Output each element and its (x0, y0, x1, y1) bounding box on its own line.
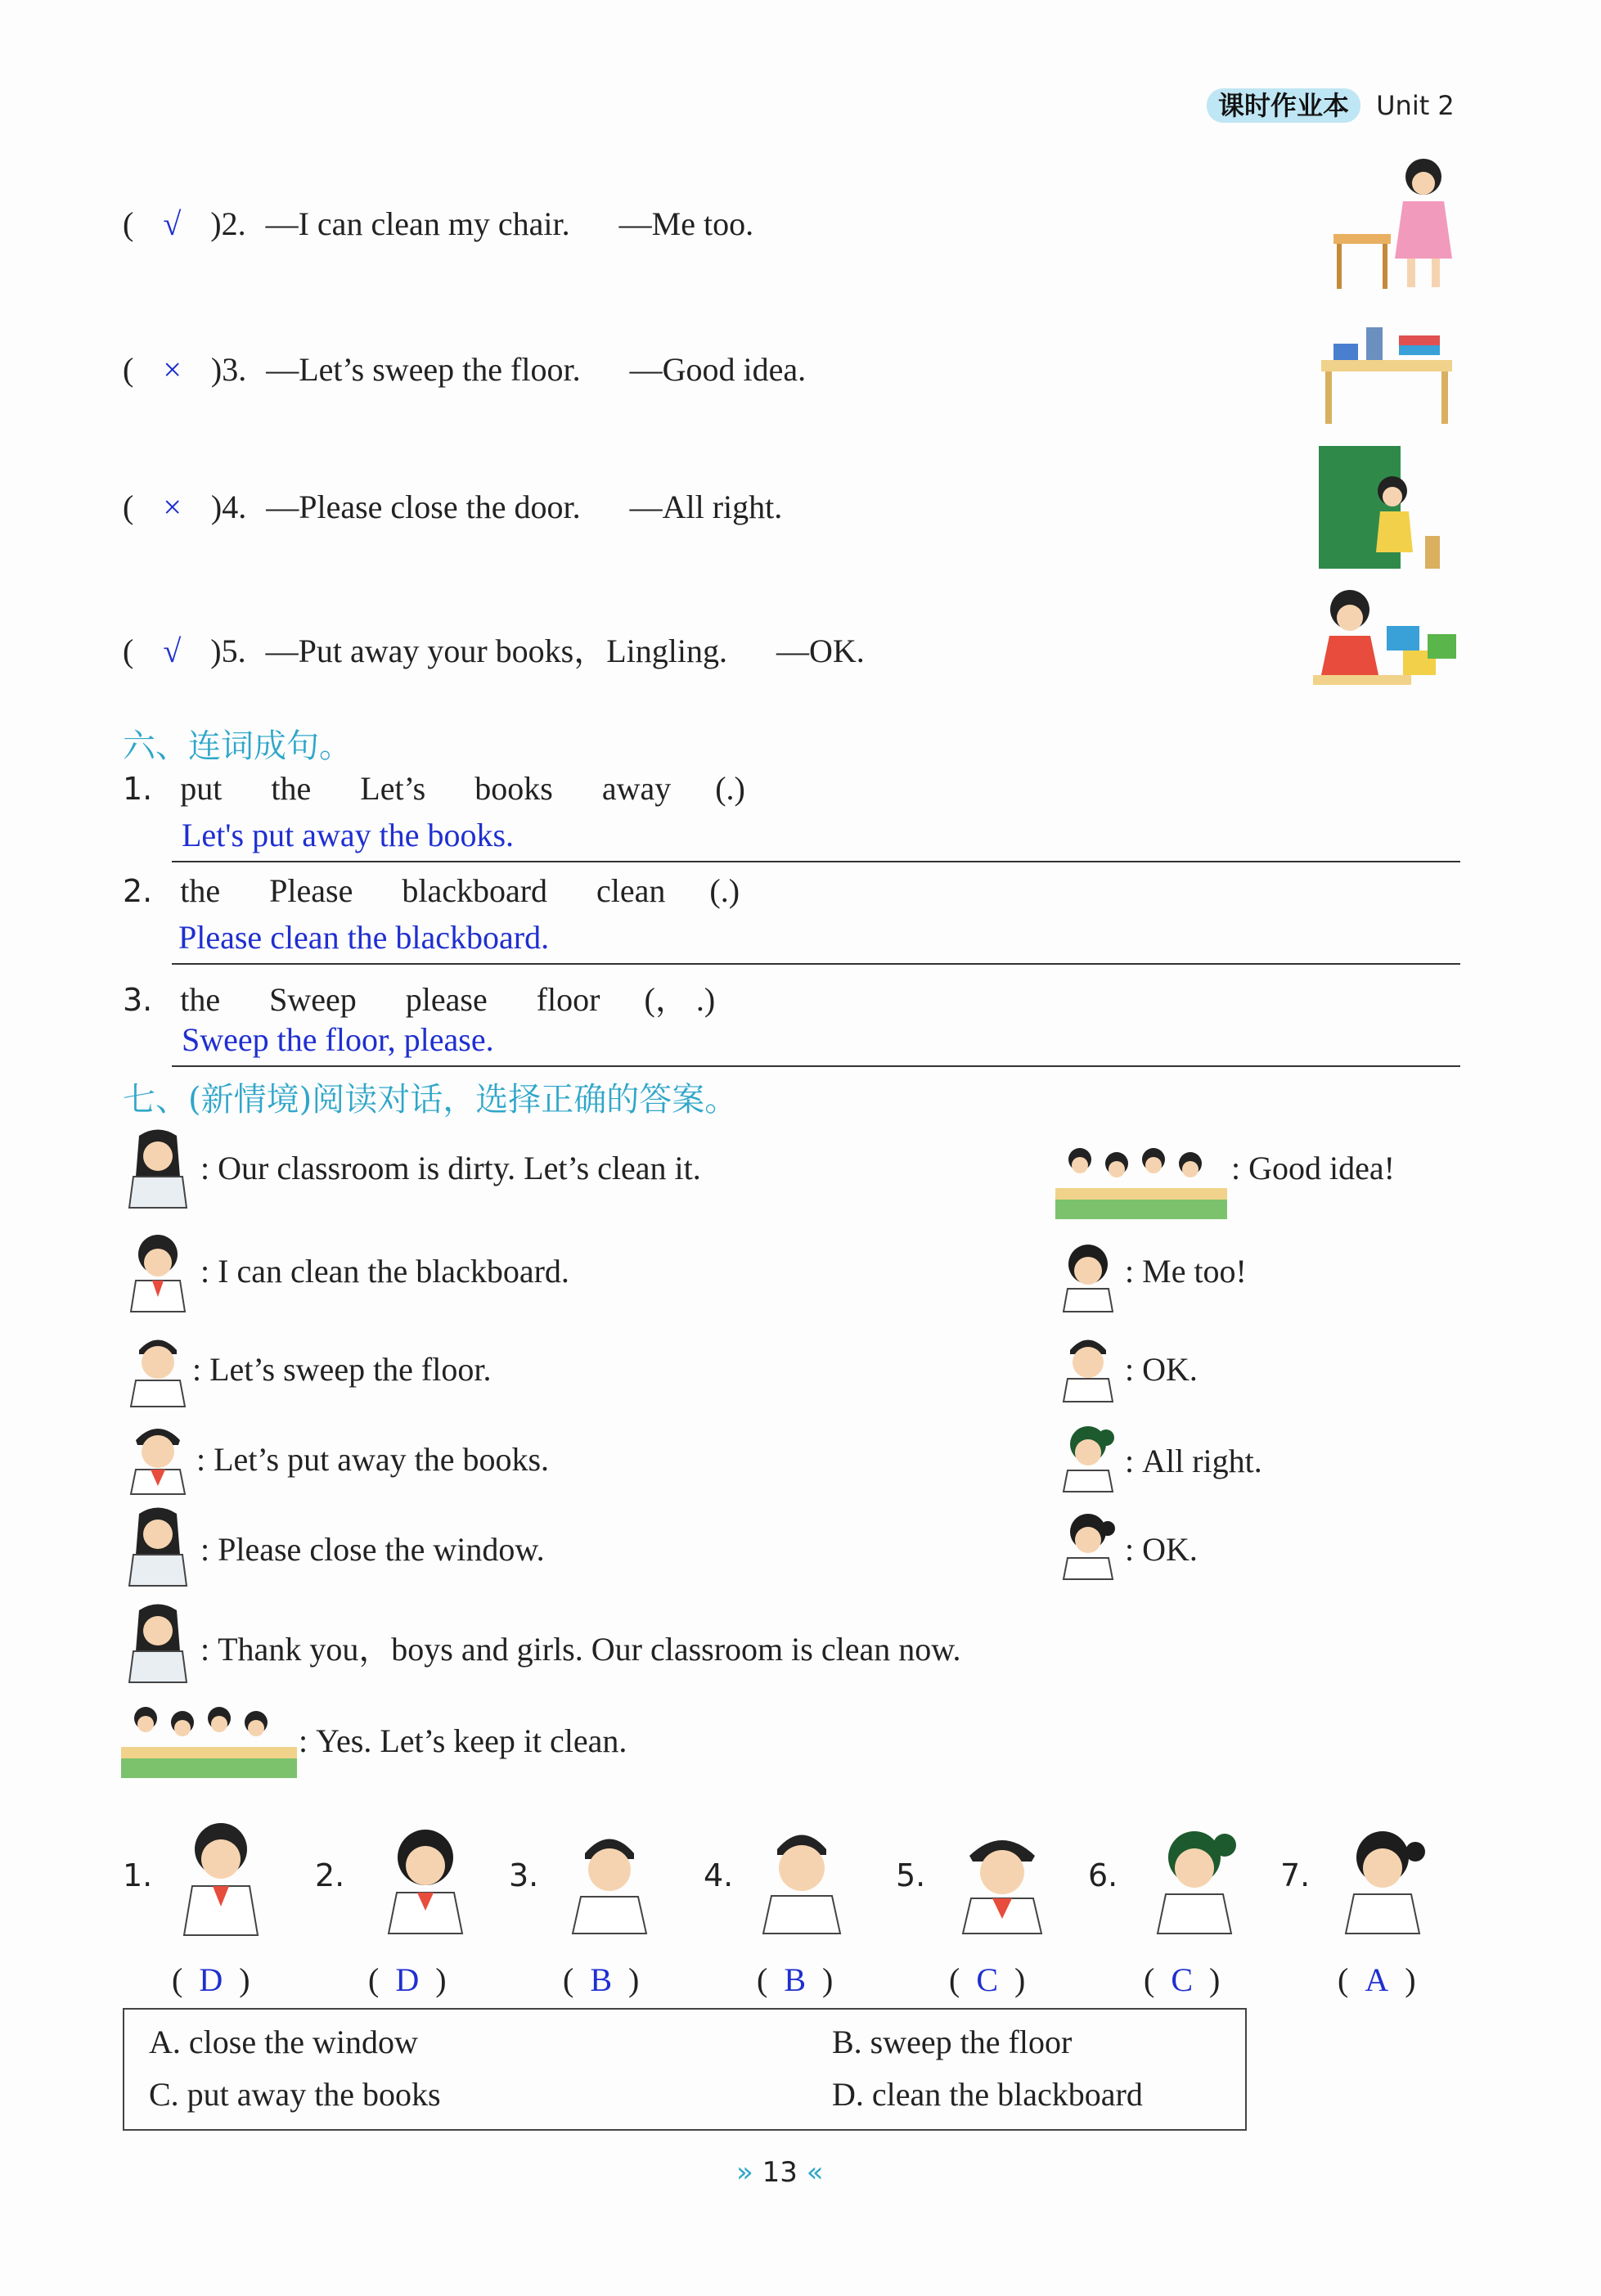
dialogue-text: OK. (1142, 1531, 1198, 1568)
line-b: —Good idea. (629, 351, 807, 388)
answer-mark: × (163, 488, 182, 525)
answer-mark: × (163, 351, 182, 388)
option-c: C. put away the books (149, 2076, 441, 2113)
desk-with-toys-illustration (1317, 311, 1456, 425)
chevron-right-icon: » (736, 2156, 753, 2189)
judge-row: ( × )3. —Let’s sweep the floor. —Good idea. (123, 351, 807, 388)
line-b: —All right. (629, 488, 783, 525)
answer-mark: √ (163, 205, 182, 242)
dialogue-text: Let’s put away the books. (214, 1441, 550, 1478)
dialogue-text: Please close the window. (218, 1531, 545, 1568)
dialogue-text: Let’s sweep the floor. (209, 1351, 492, 1388)
girl-cleaning-chair-illustration (1309, 152, 1473, 291)
item-number: 3. (509, 1857, 539, 1893)
word: (， .) (644, 981, 716, 1018)
section7-title-prefix: 七、(新情境) (123, 1081, 313, 1119)
item-number: )4. (210, 488, 247, 525)
dialogue-text: All right. (1142, 1443, 1262, 1479)
dialogue-text: I can clean the blackboard. (218, 1253, 569, 1290)
dialogue-right-3: : OK. (1125, 1351, 1198, 1388)
dialogue-text: OK. (1142, 1351, 1198, 1388)
dialogue-left-3: : Let’s sweep the floor. (192, 1351, 492, 1388)
page-footer (736, 2156, 824, 2189)
item-number: 6. (1088, 1857, 1118, 1893)
dialogue-left-2: : I can clean the blackboard. (200, 1253, 569, 1290)
answer-line (172, 1065, 1460, 1067)
answer-bracket-2: ( D ) (368, 1961, 447, 1998)
boy-icon (564, 1825, 654, 1935)
line-a: —Put away your books，Lingling. (265, 633, 728, 669)
line-b: —OK. (776, 633, 865, 669)
section6-title: 六、连词成句。 (123, 727, 352, 765)
judge-row: ( × )4. —Please close the door. —All right. (123, 488, 783, 525)
s6-item-2 (123, 871, 740, 910)
section7-title-rest: 阅读对话，选择正确的答案。 (312, 1081, 738, 1119)
girl-ponytail-icon (1055, 1420, 1121, 1493)
s6-answer-3: Sweep the floor, please. (182, 1021, 494, 1058)
answer-mark: √ (163, 633, 182, 669)
s6-item-3 (123, 974, 715, 1020)
answer-line (172, 963, 1460, 965)
answer-bracket-6: ( C ) (1144, 1961, 1221, 1998)
dialogue-right-5: : OK. (1125, 1531, 1198, 1568)
line-b: —Me too. (618, 205, 754, 242)
girl-cleaning-blackboard-illustration (1319, 446, 1441, 569)
dialogue-left-5: : Please close the window. (200, 1531, 545, 1568)
item-number: 1. (123, 771, 153, 807)
teacher-icon (121, 1128, 195, 1209)
line-a: —Please close the door. (266, 488, 581, 525)
dialogue-text: Our classroom is dirty. Let’s clean it. (218, 1150, 701, 1186)
dialogue-left-4: : Let’s put away the books. (196, 1441, 550, 1478)
word: the (271, 770, 312, 807)
line-a: —Let’s sweep the floor. (266, 351, 581, 388)
option-b: B. sweep the floor (832, 2024, 1073, 2060)
item-number: )2. (210, 205, 246, 242)
girl-short-hair-icon (376, 1821, 474, 1935)
word: away (601, 770, 672, 807)
word: floor (536, 981, 600, 1018)
word: put (180, 770, 223, 807)
answer-bracket-4: ( B ) (757, 1961, 834, 1998)
word: books (474, 770, 553, 807)
page-number: 13 (762, 2156, 798, 2189)
girl-pigtails-icon (1055, 1507, 1121, 1581)
answer-letter: D (395, 1961, 420, 1998)
girl-short-hair-icon (1055, 1240, 1121, 1313)
boy-red-scarf-icon (121, 1417, 195, 1495)
dialogue-line-6: : Thank you，boys and girls. Our classroom is clean now. (200, 1631, 961, 1668)
answer-bracket-5: ( C ) (949, 1961, 1026, 1998)
dialogue-right-4: : All right. (1125, 1443, 1262, 1479)
class-students-icon (121, 1698, 297, 1780)
s6-answer-1: Let's put away the books. (182, 817, 515, 853)
header (1207, 85, 1455, 123)
item-number: 4. (704, 1857, 734, 1893)
word: blackboard (402, 872, 548, 909)
answer-letter: B (590, 1961, 613, 1998)
word: Please (269, 872, 353, 909)
word: Let’s (360, 770, 426, 807)
answer-letter: C (1171, 1961, 1194, 1998)
girl-lingling-icon (121, 1231, 195, 1313)
dialogue-right-1: : Good idea! (1231, 1150, 1395, 1186)
line-a: —I can clean my chair. (265, 205, 570, 242)
boy-red-scarf-icon (953, 1825, 1051, 1935)
dialogue-line-7: : Yes. Let’s keep it clean. (299, 1722, 627, 1759)
answer-bracket-7: ( A ) (1338, 1961, 1416, 1998)
unit-label: Unit 2 (1376, 90, 1455, 121)
word: the (180, 981, 221, 1018)
header-badge: 课时作业本 (1207, 88, 1360, 123)
class-students-icon (1055, 1139, 1227, 1221)
chevron-left-icon: « (806, 2156, 824, 2189)
item-number: 2. (315, 1857, 345, 1893)
answer-bracket-3: ( B ) (563, 1961, 640, 1998)
dialogue-text: Thank you，boys and girls. Our classroom is clean now. (218, 1631, 961, 1668)
answer-letter: A (1365, 1961, 1389, 1998)
answer-letter: C (976, 1961, 999, 1998)
judge-row: ( √ )5. —Put away your books，Lingling. —OK. (123, 633, 865, 669)
item-number: 3. (123, 982, 153, 1018)
word: please (405, 981, 488, 1018)
boy-icon (121, 1330, 195, 1407)
dialogue-text: Me too! (1142, 1253, 1247, 1290)
option-a: A. close the window (149, 2024, 418, 2060)
dialogue-left-1: : Our classroom is dirty. Let’s clean it. (200, 1150, 701, 1186)
item-number: )5. (210, 633, 246, 669)
answer-letter: B (784, 1961, 807, 1998)
dialogue-right-2: : Me too! (1125, 1253, 1247, 1290)
options-box (123, 2008, 1247, 2131)
dialogue-text: Good idea! (1248, 1150, 1395, 1186)
dialogue-text: Yes. Let’s keep it clean. (316, 1722, 627, 1759)
word: clean (596, 872, 666, 909)
s6-item-1 (123, 769, 1456, 808)
girl-putting-away-books-illustration (1305, 585, 1460, 708)
item-number: )3. (210, 351, 247, 388)
boy-icon (757, 1821, 847, 1935)
word: Sweep (269, 981, 357, 1018)
word: (.) (709, 872, 740, 909)
s6-answer-2: Please clean the blackboard. (178, 919, 550, 956)
section7-title (123, 1074, 737, 1120)
option-d: D. clean the blackboard (832, 2076, 1143, 2113)
judge-row: ( √ )2. —I can clean my chair. —Me too. (123, 205, 754, 242)
word: the (180, 872, 221, 909)
answer-letter: D (199, 1961, 223, 1998)
girl-lingling-icon (172, 1817, 270, 1939)
boy-icon (1055, 1330, 1121, 1403)
item-number: 1. (123, 1857, 153, 1893)
item-number: 5. (896, 1857, 926, 1893)
word: (.) (715, 770, 745, 807)
teacher-icon (121, 1506, 195, 1587)
answer-line (172, 861, 1460, 862)
answer-bracket-1: ( D ) (172, 1961, 250, 1998)
item-number: 7. (1280, 1857, 1311, 1893)
teacher-icon (121, 1602, 195, 1684)
girl-ponytail-icon (1149, 1821, 1248, 1935)
item-number: 2. (123, 873, 153, 909)
girl-pigtails-icon (1338, 1821, 1436, 1935)
